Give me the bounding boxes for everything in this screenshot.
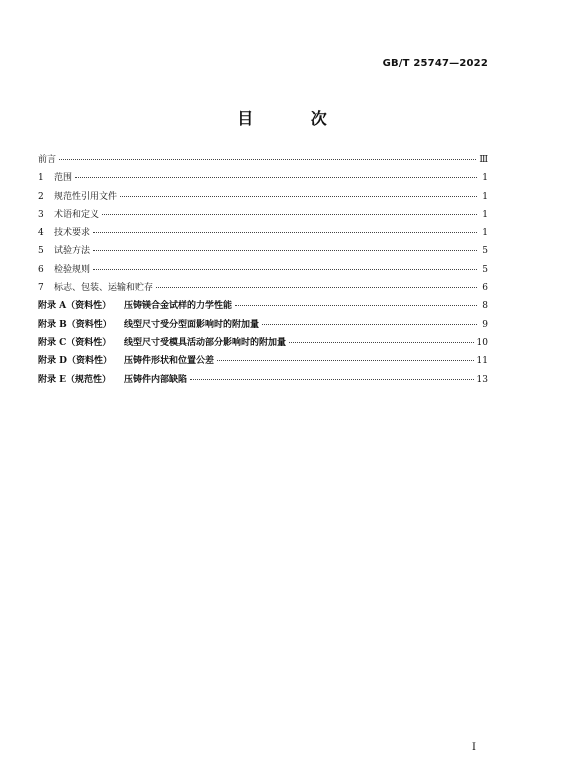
toc-entry-page: Ⅲ bbox=[479, 155, 488, 165]
dot-leader bbox=[262, 324, 477, 325]
standard-code: GB/T 25747—2022 bbox=[382, 58, 488, 69]
toc-entry-annex-b[interactable] bbox=[38, 317, 488, 335]
toc-entry-page: 8 bbox=[482, 301, 488, 312]
toc-entry-page: 5 bbox=[482, 264, 488, 275]
toc-entry-title: 压铸镁合金试样的力学性能 bbox=[124, 301, 233, 312]
dot-leader bbox=[93, 269, 477, 270]
toc-entry-page: 1 bbox=[482, 173, 488, 184]
toc-entry-3[interactable] bbox=[38, 207, 488, 225]
toc-entry-title: 规范性引用文件 bbox=[54, 191, 118, 202]
toc-entry-page: 13 bbox=[476, 374, 488, 385]
page-title: 目 次 bbox=[237, 109, 353, 128]
toc-entry-page: 10 bbox=[476, 337, 488, 348]
dot-leader bbox=[75, 177, 477, 178]
dot-leader bbox=[235, 305, 477, 306]
toc-entry-number: 4 bbox=[38, 228, 44, 239]
annex-label: 附录 C（资料性） bbox=[38, 337, 112, 348]
dot-leader bbox=[156, 287, 477, 288]
annex-label: 附录 B（资料性） bbox=[38, 319, 112, 330]
toc-entry-title: 试验方法 bbox=[54, 246, 91, 257]
toc-entry-annex-d[interactable] bbox=[38, 353, 488, 371]
annex-label: 附录 D（资料性） bbox=[38, 356, 112, 367]
toc-entry-annex-e[interactable] bbox=[38, 372, 488, 390]
toc-entry-page: 9 bbox=[482, 319, 488, 330]
dot-leader bbox=[93, 232, 477, 233]
toc-entry-number: 2 bbox=[38, 191, 44, 202]
toc-entry-title: 线型尺寸受模具活动部分影响时的附加量 bbox=[124, 337, 287, 348]
toc-entry-number: 7 bbox=[38, 283, 44, 294]
toc-entry-number: 3 bbox=[38, 209, 44, 220]
toc-entry-annex-a[interactable] bbox=[38, 298, 488, 316]
dot-leader bbox=[120, 196, 477, 197]
toc-entry-preface[interactable] bbox=[38, 152, 488, 170]
table-of-contents bbox=[38, 152, 488, 390]
toc-entry-title: 范围 bbox=[54, 173, 73, 184]
dot-leader bbox=[190, 379, 474, 380]
toc-entry-title: 术语和定义 bbox=[54, 209, 100, 220]
toc-entry-6[interactable] bbox=[38, 262, 488, 280]
toc-entry-number: 5 bbox=[38, 246, 44, 257]
toc-entry-title: 压铸件形状和位置公差 bbox=[124, 356, 215, 367]
dot-leader bbox=[93, 250, 477, 251]
toc-entry-title: 检验规则 bbox=[54, 264, 91, 275]
dot-leader bbox=[217, 360, 474, 361]
toc-entry-title: 前言 bbox=[38, 155, 57, 165]
annex-label: 附录 A（资料性） bbox=[38, 301, 112, 312]
toc-entry-number: 1 bbox=[38, 173, 44, 184]
toc-entry-4[interactable] bbox=[38, 225, 488, 243]
toc-entry-page: 1 bbox=[482, 209, 488, 220]
toc-entry-7[interactable] bbox=[38, 280, 488, 298]
dot-leader bbox=[102, 214, 477, 215]
toc-entry-number: 6 bbox=[38, 264, 44, 275]
annex-label: 附录 E（规范性） bbox=[38, 374, 111, 385]
dot-leader bbox=[59, 159, 476, 160]
toc-entry-page: 1 bbox=[482, 228, 488, 239]
toc-entry-title: 技术要求 bbox=[54, 228, 91, 239]
toc-entry-title: 线型尺寸受分型面影响时的附加量 bbox=[124, 319, 260, 330]
toc-entry-annex-c[interactable] bbox=[38, 335, 488, 353]
toc-entry-page: 11 bbox=[476, 356, 488, 367]
toc-entry-page: 6 bbox=[482, 283, 488, 294]
toc-entry-2[interactable] bbox=[38, 189, 488, 207]
toc-entry-title: 压铸件内部缺陷 bbox=[124, 374, 188, 385]
toc-entry-page: 1 bbox=[482, 191, 488, 202]
toc-entry-page: 5 bbox=[482, 246, 488, 257]
toc-entry-1[interactable] bbox=[38, 170, 488, 188]
toc-entry-title: 标志、包装、运输和贮存 bbox=[54, 283, 154, 294]
toc-entry-5[interactable] bbox=[38, 243, 488, 261]
dot-leader bbox=[289, 342, 474, 343]
page-number: I bbox=[472, 742, 476, 753]
